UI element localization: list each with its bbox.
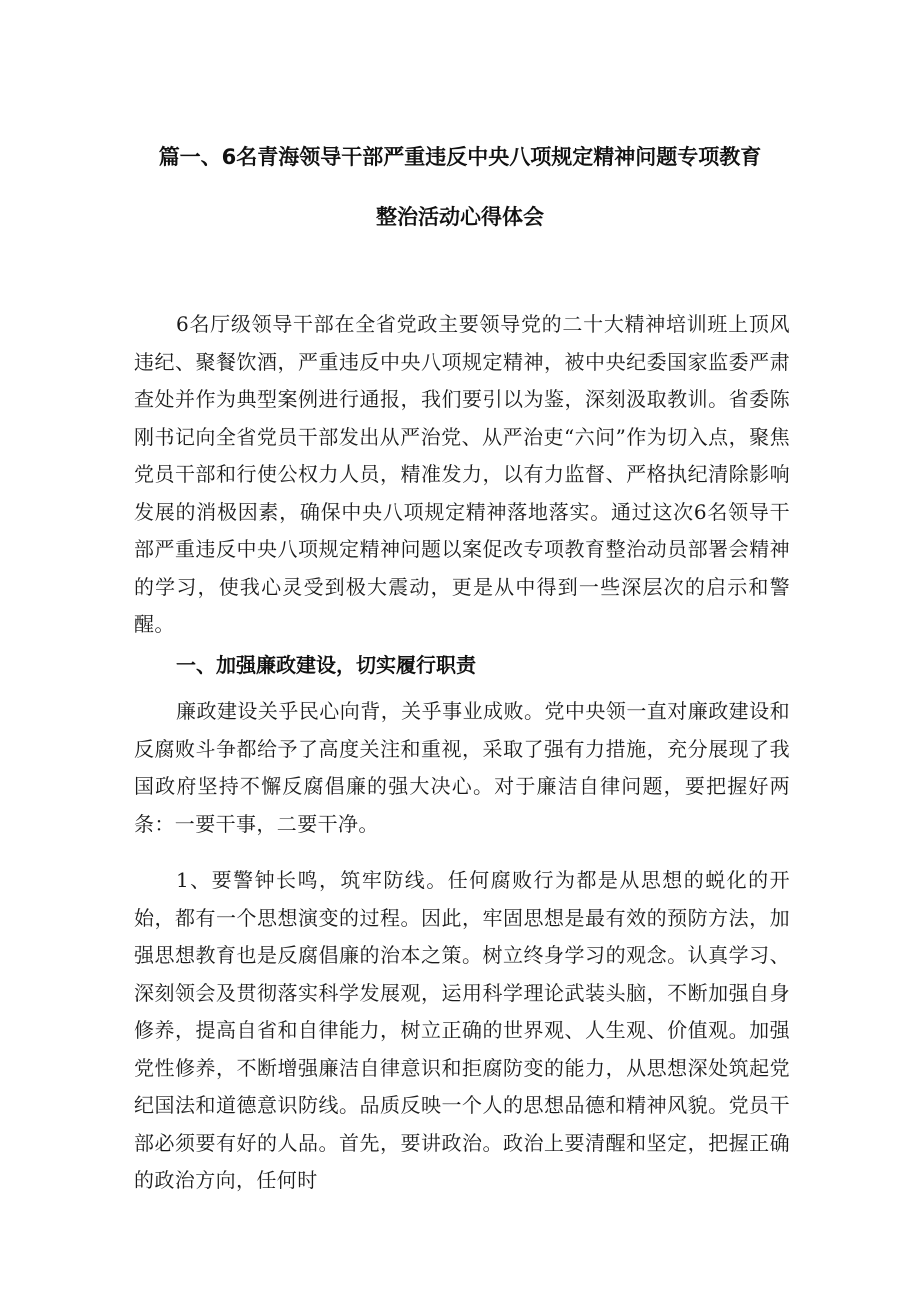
document-title-line-1: 篇一、6名青海领导干部严重违反中央八项规定精神问题专项教育 <box>158 145 762 169</box>
paragraph-intro: 6名厅级领导干部在全省党政主要领导党的二十大精神培训班上顶风违纪、聚餐饮酒，严重违反中央八项规定精神，被中央纪委国家监委严肃查处并作为典型案例进行通报，我们要引以为鉴，深刻汲取教训。省委陈刚书记向全省党员干部发出从严治党、从严治吏“六问”作为切入点，聚焦党员干部和行使公权力人员，精准发力，以有力监督、严格执纪清除影响发展的消极因素，确保中央八项规定精神落地落实。通过这次6名领导干部严重违反中央八项规定精神问题以案促改专项教育整治动员部署会精神的学习，使我心灵受到极大震动，更是从中得到一些深层次的启示和警醒。 <box>134 312 790 636</box>
section-heading-1: 一、加强廉政建设，切实履行职责 <box>176 653 476 677</box>
paragraph-integrity: 廉政建设关乎民心向背，关乎事业成败。党中央领一直对廉政建设和反腐败斗争都给予了高度关注和重视，采取了强有力措施，充分展现了我国政府坚持不懈反腐倡廉的强大决心。对于廉洁自律问题，要把握好两条：一要干事，二要干净。 <box>134 699 790 836</box>
paragraph-point-1: 1、要警钟长鸣，筑牢防线。任何腐败行为都是从思想的蜕化的开始，都有一个思想演变的过程。因此，牢固思想是最有效的预防方法，加强思想教育也是反腐倡廉的治本之策。树立终身学习的观念。认真学习、深刻领会及贯彻落实科学发展观，运用科学理论武装头脑，不断加强自身修养，提高自省和自律能力，树立正确的世界观、人生观、价值观。加强党性修养，不断增强廉洁自律意识和拒腐防变的能力，从思想深处筑起党纪国法和道德意识防线。品质反映一个人的思想品德和精神风貌。党员干部必须要有好的人品。首先，要讲政治。政治上要清醒和坚定，把握正确的政治方向，任何时 <box>134 868 790 1192</box>
document-title-line-2: 整治活动心得体会 <box>376 205 544 229</box>
